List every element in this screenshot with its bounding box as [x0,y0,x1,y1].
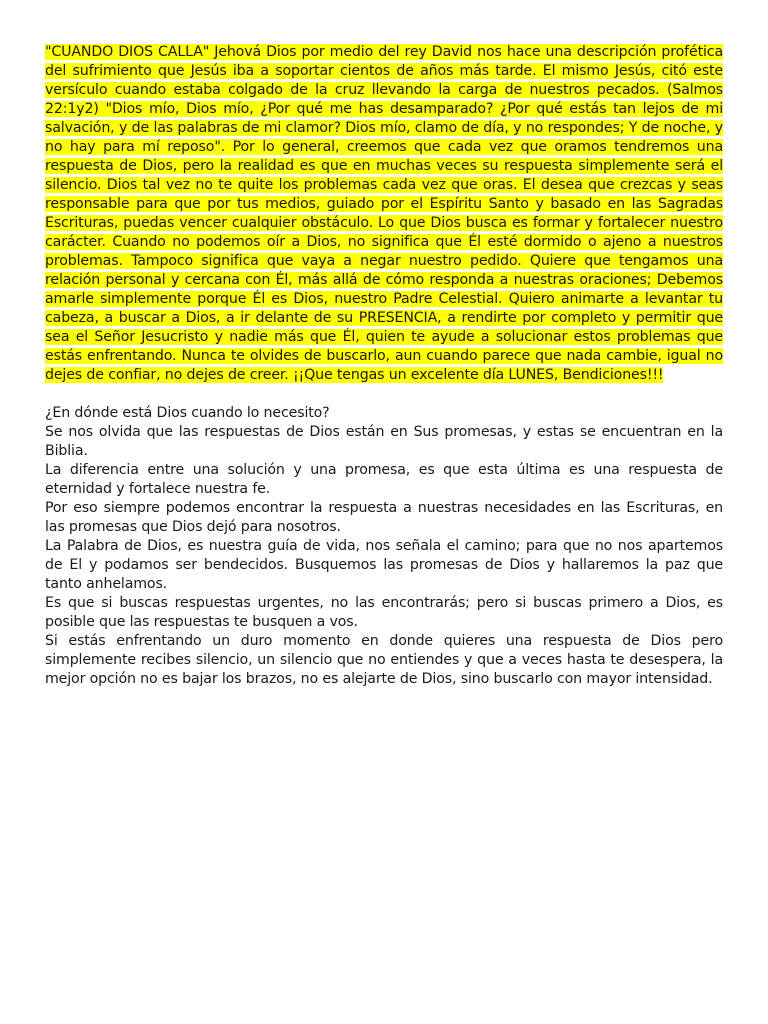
question-heading: ¿En dónde está Dios cuando lo necesito? [45,405,330,421]
highlighted-devotional-paragraph [45,43,723,385]
paragraph-escrituras: Por eso siempre podemos encontrar la respuesta a nuestras necesidades en las Escrituras, en las promesas que Dios dejó para nosotros. [45,500,723,535]
paragraph-diferencia: La diferencia entre una solución y una promesa, es que esta última es una respuesta de eternidad y fortalece nuestra fe. [45,462,723,497]
paragraph-promesas: Se nos olvida que las respuestas de Dios están en Sus promesas, y estas se encuentran en la Biblia. [45,424,723,459]
highlighted-text: "CUANDO DIOS CALLA" Jehová Dios por medio del rey David nos hace una descripción profética del sufrimiento que Jesús iba a soportar cientos de años más tarde. El mismo Jesús, citó este versículo cuando estaba colgado de la cruz llevando la carga de nuestros pecados. (Salmos 22:1y2) "Dios mío, Dios mío, ¿Por qué me has desamparado? ¿Por qué estás tan lejos de mi salvación, y de las palabras de mi clamor? Dios mío, clamo de día, y no respondes; Y de noche, y no hay para mí reposo". Por lo general, creemos que cada vez que oramos tendremos una respuesta de Dios, pero la realidad es que en muchas veces su respuesta simplemente será el silencio. Dios tal vez no te quite los problemas cada vez que oras. El desea que crezcas y seas responsable para que por tus medios, guiado por el Espíritu Santo y basado en las Sagradas Escrituras, puedas vencer cualquier obstáculo. Lo que Dios busca es formar y fortalecer nuestro carácter. Cuando no podemos oír a Dios, no significa que Él esté dormido o ajeno a nuestros problemas. Tampoco significa que vaya a negar nuestro pedido. Quiere que tengamos una relación personal y cercana con Él, más allá de cómo responda a nuestras oraciones; Debemos amarle simplemente porque Él es Dios, nuestro Padre Celestial. Quiero animarte a levantar tu cabeza, a buscar a Dios, a ir delante de su PRESENCIA, a rendirte por completo y permitir que sea el Señor Jesucristo y nadie más que Él, quien te ayude a solucionar estos problemas que estás enfrentando. Nunca te olvides de buscarlo, aun cuando parece que nada cambie, igual no dejes de confiar, no dejes de creer. ¡¡Que tengas un excelente día LUNES, Bendiciones!!! [45,44,723,383]
document-body [45,43,723,689]
paragraph-silencio: Si estás enfrentando un duro momento en donde quieres una respuesta de Dios pero simplemente recibes silencio, un silencio que no entiendes y que a veces hasta te desespera, la mejor opción no es bajar los brazos, no es alejarte de Dios, sino buscarlo con mayor intensidad. [45,633,723,687]
paragraph-palabra-de-dios: La Palabra de Dios, es nuestra guía de vida, nos señala el camino; para que no nos apartemos de El y podamos ser bendecidos. Busquemos las promesas de Dios y hallaremos la paz que tanto anhelamos. [45,538,723,592]
paragraph-respuestas-urgentes: Es que si buscas respuestas urgentes, no las encontrarás; pero si buscas primero a Dios, es posible que las respuestas te busquen a vos. [45,595,723,630]
